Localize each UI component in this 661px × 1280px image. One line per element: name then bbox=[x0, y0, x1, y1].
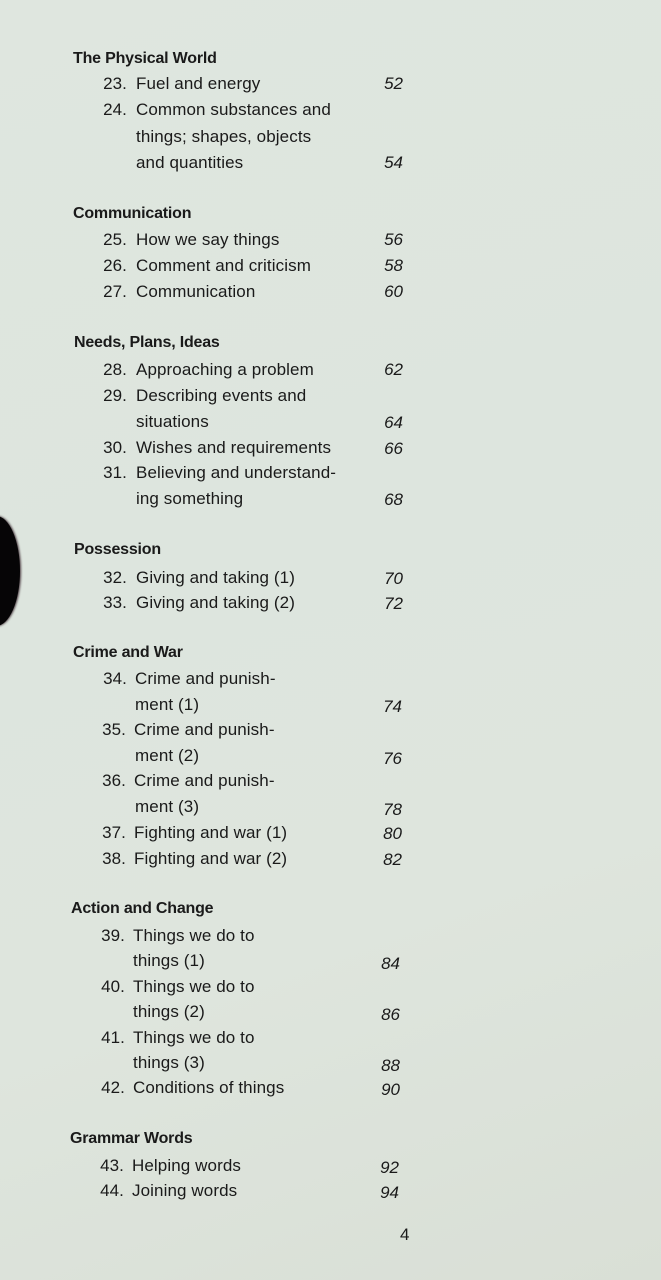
book-page: The Physical World 23. Fuel and energy 52 24. Common substances and things; shapes, objects and quantities 54 Communication 25. How we say things 56 26. Comment and criticism 58 27. Communication 60 Needs, Plans, Ideas 28. Approaching a problem 62 29. Describing events and situations 64 30. Wishes and requirements 66 31. Believing and understand- ing something 68 Possession 32. Giving and taking (1) 70 33. Giving and taking (2) 72 Crime and War 34. Crime and punish- ment (1) 74 35. Crime and punish- ment (2) 76 36. Crime and punish- ment (3) 78 37. Fighting and war (1) 80 38. Fighting and war (2) 82 Action and Change 39. Things we do to things (1) 84 40. Things we do to things (2) 86 41. Things we do to things (3) 88 42. Conditions of things 90 Grammar Words 43. Helping words 92 44. Joining words 94 4 bbox=[0, 0, 661, 1280]
entry-line: ing something bbox=[136, 489, 244, 508]
section-title: Possession bbox=[74, 541, 161, 558]
entry-line: things (1) bbox=[133, 951, 205, 970]
entry-page: 52 bbox=[384, 74, 403, 93]
entry-page: 54 bbox=[384, 153, 403, 172]
entry-line: things; shapes, objects bbox=[136, 127, 312, 146]
entry-line: things (2) bbox=[133, 1002, 205, 1021]
entry-page: 80 bbox=[383, 824, 402, 843]
entry-page: 66 bbox=[384, 439, 403, 458]
entry-page: 76 bbox=[383, 749, 402, 768]
section-title: The Physical World bbox=[73, 50, 217, 67]
entry-page: 68 bbox=[384, 490, 403, 509]
entry-page: 74 bbox=[383, 697, 402, 716]
entry-page: 92 bbox=[380, 1158, 399, 1177]
entry-line: things (3) bbox=[133, 1053, 205, 1072]
section-title: Action and Change bbox=[71, 900, 214, 917]
entry-page: 58 bbox=[384, 256, 403, 275]
section-title: Communication bbox=[73, 205, 192, 222]
entry-page: 60 bbox=[384, 282, 403, 301]
entry-page: 86 bbox=[381, 1005, 400, 1024]
page-number: 4 bbox=[400, 1225, 410, 1244]
section-title: Grammar Words bbox=[70, 1130, 193, 1147]
entry-line: situations bbox=[136, 412, 209, 431]
entry-page: 70 bbox=[384, 569, 403, 588]
entry-line: ment (2) bbox=[135, 746, 200, 765]
entry-page: 56 bbox=[384, 230, 403, 249]
entry-page: 62 bbox=[384, 360, 403, 379]
entry-page: 84 bbox=[381, 954, 400, 973]
entry-line: ment (3) bbox=[135, 797, 200, 816]
section-title: Needs, Plans, Ideas bbox=[74, 334, 220, 351]
entry-page: 82 bbox=[383, 850, 402, 869]
section-title: Crime and War bbox=[73, 644, 183, 661]
entry-page: 64 bbox=[384, 413, 403, 432]
entry-line: and quantities bbox=[136, 153, 244, 172]
entry-line: ment (1) bbox=[135, 695, 200, 714]
entry-page: 72 bbox=[384, 594, 403, 613]
entry-page: 90 bbox=[381, 1080, 400, 1099]
entry-page: 94 bbox=[380, 1183, 399, 1202]
binder-hole bbox=[0, 516, 20, 626]
entry-page: 78 bbox=[383, 800, 402, 819]
entry-page: 88 bbox=[381, 1056, 400, 1075]
